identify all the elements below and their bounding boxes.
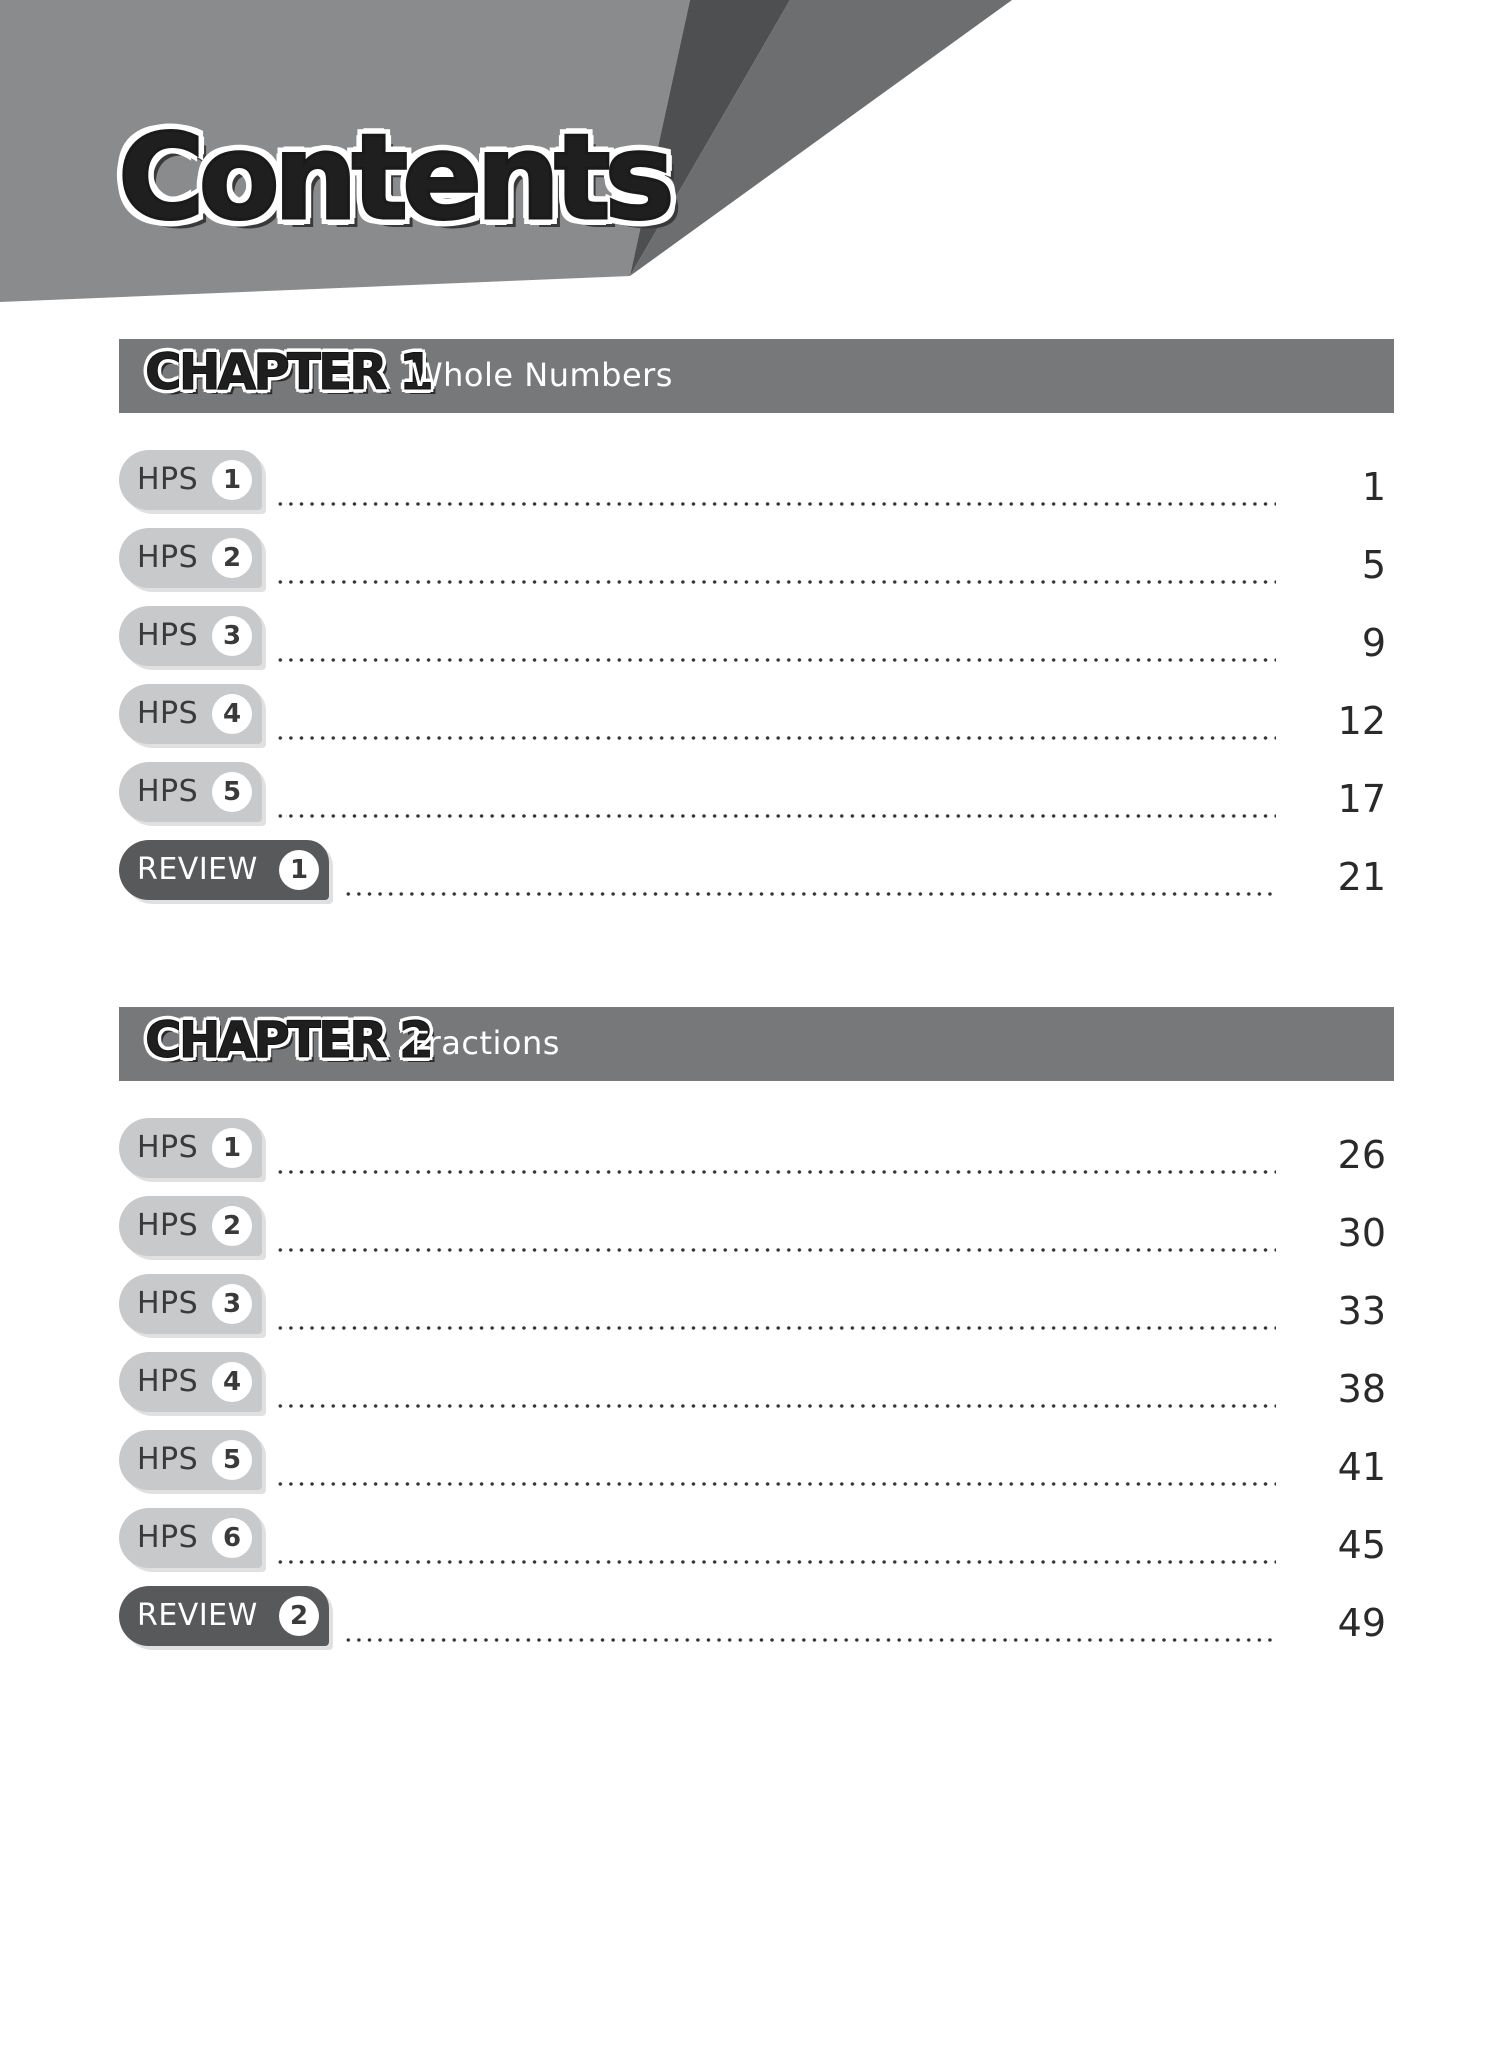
page-number: 9 [1361,621,1386,665]
toc-entry[interactable] [119,840,1394,904]
page-title: Contents [118,108,669,246]
toc-entry[interactable] [119,1586,1394,1650]
page-number: 49 [1337,1601,1386,1645]
page-number: 45 [1337,1523,1386,1567]
hps-badge [119,762,262,822]
badge-label: HPS [137,1520,199,1555]
badge-label: HPS [137,774,199,809]
dot-leader [275,1247,1276,1253]
dot-leader [275,579,1276,585]
hps-badge [119,1118,262,1178]
toc-entry[interactable] [119,762,1394,826]
toc-entry[interactable] [119,1118,1394,1182]
hps-badge [119,684,262,744]
hps-badge [119,1196,262,1256]
dot-leader [275,1403,1276,1409]
chapter-1-header [119,339,1394,413]
badge-number: 2 [279,1596,319,1636]
toc-entry[interactable] [119,450,1394,514]
page-number: 38 [1337,1367,1386,1411]
dot-leader [275,813,1276,819]
toc-entry[interactable] [119,1274,1394,1338]
dot-leader [275,735,1276,741]
badge-number: 5 [212,1440,252,1480]
hps-badge [119,606,262,666]
chapter-1-label: CHAPTER 1 [145,343,431,401]
badge-label: REVIEW [137,1598,258,1633]
chapter-2-header [119,1007,1394,1081]
page-number: 17 [1337,777,1386,821]
badge-number: 3 [212,616,252,656]
hps-badge [119,1430,262,1490]
chapter-2-title: Fractions [411,1024,560,1062]
badge-label: HPS [137,540,199,575]
toc-entry[interactable] [119,1196,1394,1260]
page-number: 21 [1337,855,1386,899]
badge-label: HPS [137,696,199,731]
badge-label: HPS [137,1286,199,1321]
badge-label: REVIEW [137,852,258,887]
badge-number: 4 [212,694,252,734]
badge-number: 1 [212,1128,252,1168]
toc-entry[interactable] [119,1430,1394,1494]
badge-number: 1 [279,850,319,890]
badge-number: 1 [212,460,252,500]
badge-number: 4 [212,1362,252,1402]
page-number: 5 [1361,543,1386,587]
toc-entry[interactable] [119,684,1394,748]
page-number: 41 [1337,1445,1386,1489]
badge-number: 6 [212,1518,252,1558]
dot-leader [343,891,1276,897]
dot-leader [275,501,1276,507]
hps-badge [119,1508,262,1568]
chapter-2-label: CHAPTER 2 [145,1011,431,1069]
badge-number: 5 [212,772,252,812]
dot-leader [343,1637,1276,1643]
review-badge [119,1586,329,1646]
badge-label: HPS [137,1130,199,1165]
toc-entry[interactable] [119,1508,1394,1572]
badge-label: HPS [137,618,199,653]
dot-leader [275,1559,1276,1565]
dot-leader [275,1481,1276,1487]
page-number: 12 [1337,699,1386,743]
badge-number: 3 [212,1284,252,1324]
hps-badge [119,528,262,588]
hps-badge [119,450,262,510]
badge-label: HPS [137,1208,199,1243]
toc-entry[interactable] [119,606,1394,670]
dot-leader [275,1325,1276,1331]
badge-number: 2 [212,1206,252,1246]
page-number: 33 [1337,1289,1386,1333]
page-number: 26 [1337,1133,1386,1177]
chapter-1-title: Whole Numbers [411,356,673,394]
page-number: 1 [1361,465,1386,509]
dot-leader [275,657,1276,663]
badge-label: HPS [137,462,199,497]
badge-label: HPS [137,1364,199,1399]
page-number: 30 [1337,1211,1386,1255]
review-badge [119,840,329,900]
toc-entry[interactable] [119,528,1394,592]
hps-badge [119,1274,262,1334]
hps-badge [119,1352,262,1412]
toc-entry[interactable] [119,1352,1394,1416]
badge-number: 2 [212,538,252,578]
badge-label: HPS [137,1442,199,1477]
dot-leader [275,1169,1276,1175]
